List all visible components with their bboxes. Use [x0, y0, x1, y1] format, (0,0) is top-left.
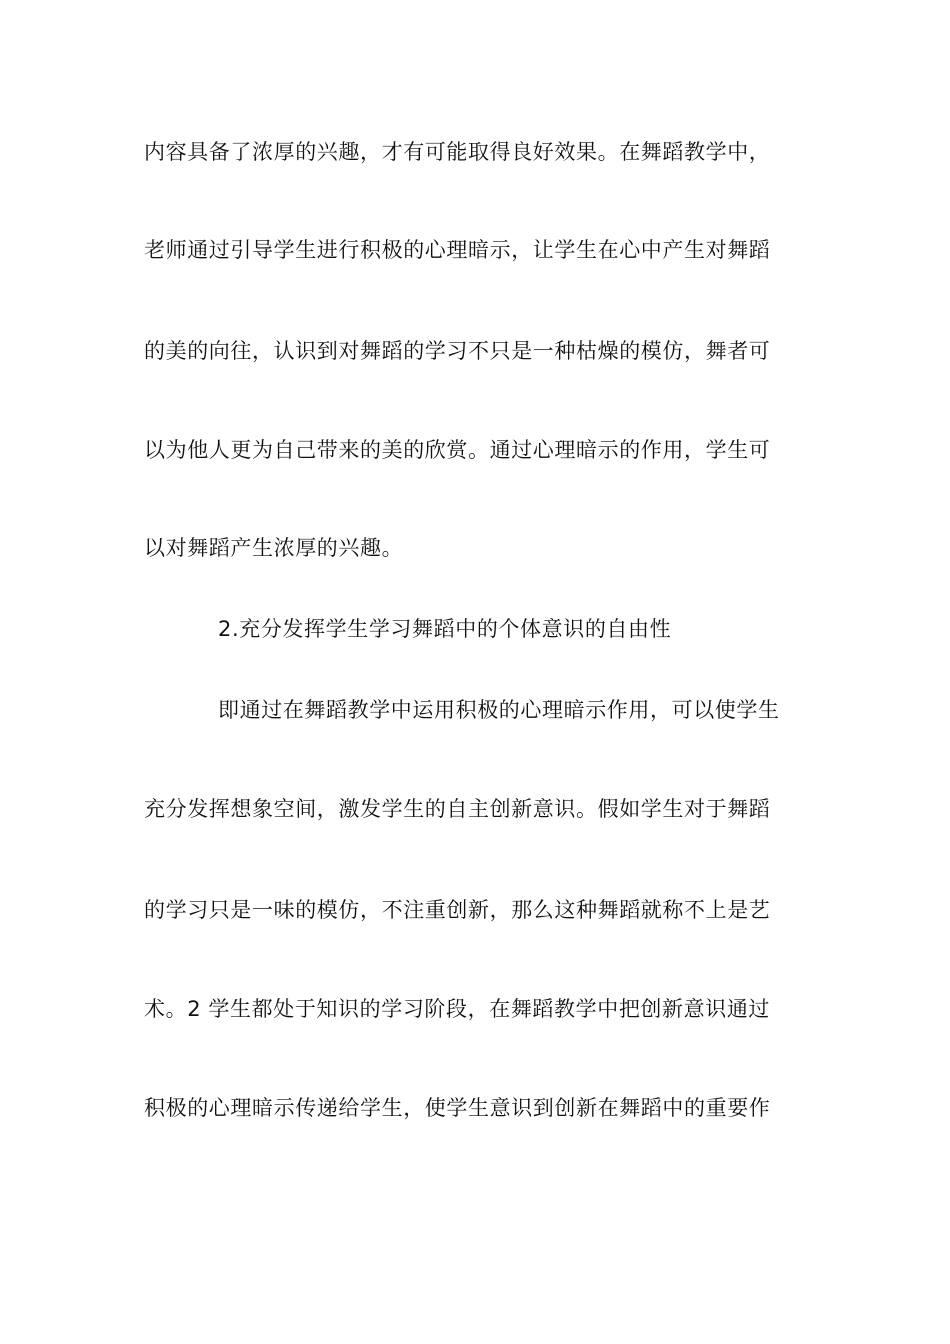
paragraph-line: 的学习只是一味的模仿，不注重创新，那么这种舞蹈就称不上是艺	[144, 898, 771, 922]
paragraph-line: 充分发挥想象空间，激发学生的自主创新意识。假如学生对于舞蹈	[144, 797, 771, 821]
paragraph-line: 老师通过引导学生进行积极的心理暗示，让学生在心中产生对舞蹈	[144, 238, 771, 262]
paragraph-line: 内容具备了浓厚的兴趣，才有可能取得良好效果。在舞蹈教学中，	[144, 140, 771, 164]
paragraph-line: 积极的心理暗示传递给学生，使学生意识到创新在舞蹈中的重要作	[144, 1096, 771, 1120]
paragraph-line: 的美的向往，认识到对舞蹈的学习不只是一种枯燥的模仿，舞者可	[144, 339, 771, 363]
section-heading: 2.充分发挥学生学习舞蹈中的个体意识的自由性	[218, 617, 672, 641]
paragraph-line: 即通过在舞蹈教学中运用积极的心理暗示作用，可以使学生	[218, 698, 780, 722]
paragraph-line: 以为他人更为自己带来的美的欣赏。通过心理暗示的作用，学生可	[144, 438, 771, 462]
paragraph-line: 以对舞蹈产生浓厚的兴趣。	[144, 536, 404, 560]
paragraph-line: 术。2 学生都处于知识的学习阶段，在舞蹈教学中把创新意识通过	[144, 997, 771, 1021]
